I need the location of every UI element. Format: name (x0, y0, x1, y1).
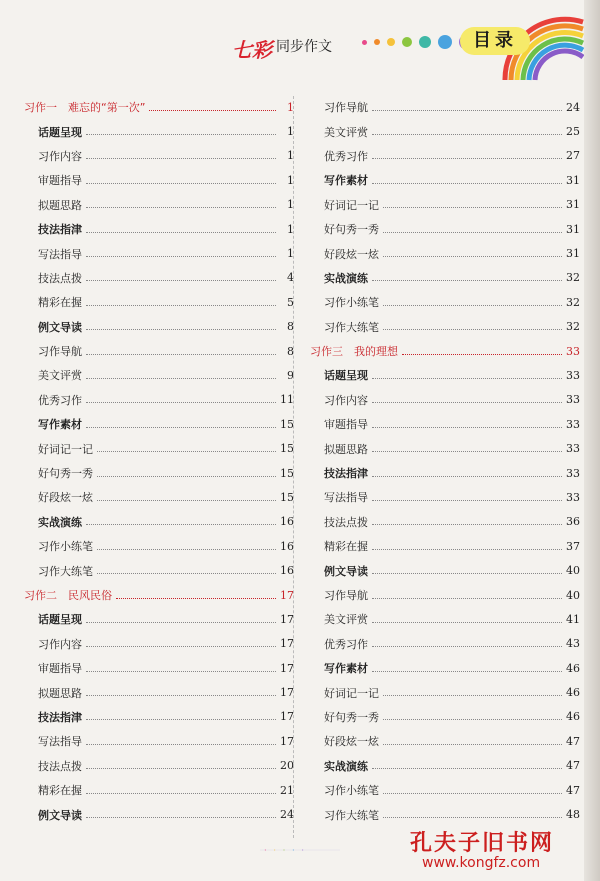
dot-leader (372, 524, 562, 525)
toc-entry (302, 363, 584, 387)
toc-page-number: 1 (287, 125, 294, 139)
toc-entry (302, 119, 584, 143)
toc-page-number: 8 (287, 320, 294, 334)
toc-page-number: 33 (566, 417, 580, 431)
toc-entry-label: 写作素材 (324, 174, 368, 188)
page-edge (584, 0, 600, 881)
table-of-contents-badge: 目录 (460, 27, 530, 55)
toc-entry-label: 话题呈现 (38, 125, 82, 139)
toc-page-number: 31 (566, 198, 580, 212)
toc-entry-label: 习作小练笔 (38, 540, 93, 554)
dot-leader (86, 158, 276, 159)
dot-leader (383, 305, 562, 306)
toc-entry (302, 607, 584, 631)
toc-entry (16, 802, 298, 826)
toc-entry-label: 技法点拨 (38, 271, 82, 285)
dot-leader (372, 549, 562, 550)
dot-leader (86, 427, 276, 428)
toc-page-number: 1 (287, 247, 294, 261)
toc-chapter-entry (16, 583, 298, 607)
toc-entry-label: 习作导航 (38, 345, 82, 359)
dot-leader (86, 695, 276, 696)
toc-page-number: 37 (566, 539, 580, 553)
dot-leader (372, 476, 562, 477)
dot-leader (372, 646, 562, 647)
toc-entry (16, 168, 298, 192)
dot-leader (86, 793, 276, 794)
toc-entry (302, 266, 584, 290)
toc-entry-label: 习作内容 (38, 637, 82, 651)
toc-page-number: 21 (280, 783, 294, 797)
toc-entry-label: 习作导航 (324, 101, 368, 115)
toc-entry (302, 412, 584, 436)
dot-leader (86, 646, 276, 647)
dot-leader (372, 183, 562, 184)
toc-entry-label: 习作二 民风民俗 (24, 589, 112, 602)
toc-page-number: 5 (287, 295, 294, 309)
dot-leader (383, 817, 562, 818)
toc-entry-label: 写法指导 (38, 735, 82, 749)
toc-page-number: 17 (280, 734, 294, 748)
dot-leader (86, 134, 276, 135)
toc-entry (16, 315, 298, 339)
toc-page-number: 15 (280, 442, 294, 456)
toc-page-number: 4 (287, 271, 294, 285)
dot-leader (86, 183, 276, 184)
toc-entry-label: 技法指津 (38, 223, 82, 237)
toc-page-number: 17 (280, 612, 294, 626)
toc-entry-label: 精彩在握 (38, 296, 82, 310)
toc-page-number: 17 (280, 710, 294, 724)
toc-entry-label: 话题呈现 (324, 369, 368, 383)
toc-entry-label: 审题指导 (38, 174, 82, 188)
toc-entry (302, 436, 584, 460)
dot-leader (402, 354, 562, 355)
brand-subtitle: 同步作文 (276, 39, 332, 55)
dot-icon (374, 39, 380, 45)
toc-entry-label: 拟题思路 (38, 686, 82, 700)
dot-leader (383, 232, 562, 233)
toc-entry-label: 实战演练 (324, 759, 368, 773)
toc-entry (302, 193, 584, 217)
dot-leader (86, 378, 276, 379)
toc-page-number: 31 (566, 222, 580, 236)
toc-page-number: 46 (566, 710, 580, 724)
toc-entry (16, 339, 298, 363)
dot-leader (149, 110, 276, 111)
toc-right-column (302, 95, 584, 827)
toc-page-number: 24 (566, 100, 580, 114)
toc-page-number: 17 (280, 637, 294, 651)
toc-entry-label: 好词记一记 (324, 686, 379, 700)
toc-entry-label: 好段炫一炫 (324, 735, 379, 749)
toc-entry-label: 写法指导 (38, 247, 82, 261)
toc-page-number: 17 (280, 686, 294, 700)
dot-leader (97, 500, 276, 501)
toc-entry (302, 632, 584, 656)
toc-page-number: 43 (566, 637, 580, 651)
dot-leader (383, 695, 562, 696)
toc-entry (16, 656, 298, 680)
toc-entry-label: 习作三 我的理想 (310, 345, 398, 359)
toc-page-number: 47 (566, 759, 580, 773)
toc-entry (16, 607, 298, 631)
toc-entry (16, 754, 298, 778)
toc-page-number: 48 (566, 808, 580, 822)
toc-entry-label: 好词记一记 (38, 442, 93, 456)
watermark (410, 826, 600, 871)
dot-leader (383, 744, 562, 745)
toc-entry-label: 美文评赏 (324, 613, 368, 627)
toc-page-number: 31 (566, 247, 580, 261)
toc-page-number: 15 (280, 417, 294, 431)
toc-entry-label: 习作大练笔 (324, 320, 379, 334)
toc-entry (302, 729, 584, 753)
toc-page-number: 17 (280, 588, 294, 602)
dot-leader (86, 622, 276, 623)
toc-page-number: 9 (287, 368, 294, 382)
dot-leader (86, 671, 276, 672)
dot-leader (116, 598, 276, 599)
toc-entry (16, 266, 298, 290)
dot-leader (372, 427, 562, 428)
toc-entry (302, 558, 584, 582)
dot-leader (372, 280, 562, 281)
toc-entry (302, 778, 584, 802)
toc-entry (302, 241, 584, 265)
toc-entry (16, 778, 298, 802)
toc-page-number: 20 (280, 759, 294, 773)
toc-entry-label: 精彩在握 (38, 784, 82, 798)
dot-leader (86, 524, 276, 525)
toc-page-number: 1 (287, 149, 294, 163)
toc-entry (302, 144, 584, 168)
watermark-name: 孔夫子旧书网 (410, 831, 555, 856)
toc-entry-label: 审题指导 (38, 662, 82, 676)
toc-page-number: 46 (566, 686, 580, 700)
toc-entry (302, 680, 584, 704)
toc-entry (16, 144, 298, 168)
dot-leader (372, 402, 562, 403)
toc-entry-label: 习作内容 (38, 149, 82, 163)
dot-leader (86, 817, 276, 818)
toc-page-number: 15 (280, 490, 294, 504)
toc-entry (16, 241, 298, 265)
dot-leader (86, 402, 276, 403)
toc-entry-label: 话题呈现 (38, 613, 82, 627)
toc-page-number: 33 (566, 393, 580, 407)
toc-page-number: 1 (287, 100, 294, 114)
toc-entry-label: 例文导读 (38, 808, 82, 822)
dot-leader (383, 719, 562, 720)
toc-page-number: 33 (566, 442, 580, 456)
toc-entry (16, 461, 298, 485)
dot-leader (86, 744, 276, 745)
toc-entry-label: 美文评赏 (38, 369, 82, 383)
toc-page-number: 41 (566, 612, 580, 626)
dot-leader (372, 598, 562, 599)
toc-entry-label: 好句秀一秀 (324, 223, 379, 237)
dot-leader (86, 305, 276, 306)
dot-leader (97, 573, 276, 574)
toc-page-number: 32 (566, 271, 580, 285)
dot-leader (97, 476, 276, 477)
dot-leader (86, 280, 276, 281)
watermark-url: www.kongfz.com (422, 855, 541, 871)
toc-entry (302, 656, 584, 680)
dot-leader (86, 354, 276, 355)
toc-page-number: 33 (566, 490, 580, 504)
column-divider (293, 96, 294, 838)
dot-leader (86, 207, 276, 208)
dot-leader (372, 500, 562, 501)
toc-entry-label: 习作大练笔 (38, 564, 93, 578)
toc-page-number: 47 (566, 734, 580, 748)
toc-page-number: 25 (566, 125, 580, 139)
toc-entry-label: 例文导读 (38, 320, 82, 334)
toc-page-number: 1 (287, 222, 294, 236)
toc-entry-label: 习作大练笔 (324, 808, 379, 822)
toc-page-number: 8 (287, 344, 294, 358)
toc-entry-label: 美文评赏 (324, 125, 368, 139)
toc-entry-label: 技法指津 (324, 467, 368, 481)
toc-entry-label: 优秀习作 (324, 149, 368, 163)
toc-entry-label: 技法点拨 (38, 759, 82, 773)
dot-leader (97, 549, 276, 550)
toc-entry (302, 485, 584, 509)
toc-entry (302, 754, 584, 778)
dot-leader (372, 622, 562, 623)
toc-page-number: 40 (566, 564, 580, 578)
dot-leader (86, 232, 276, 233)
toc-entry-label: 习作内容 (324, 393, 368, 407)
toc-entry (16, 363, 298, 387)
dot-icon (362, 40, 367, 45)
toc-entry-label: 例文导读 (324, 564, 368, 578)
toc-entry (16, 193, 298, 217)
dot-leader (383, 256, 562, 257)
dot-icon (419, 36, 431, 48)
toc-entry (16, 705, 298, 729)
toc-entry-label: 拟题思路 (38, 198, 82, 212)
toc-page-number: 16 (280, 539, 294, 553)
dot-leader (86, 768, 276, 769)
toc-entry-label: 好句秀一秀 (324, 710, 379, 724)
toc-page-number: 24 (280, 808, 294, 822)
toc-entry (16, 217, 298, 241)
toc-entry (302, 388, 584, 412)
toc-page-number: 40 (566, 588, 580, 602)
toc-entry (16, 558, 298, 582)
dot-leader (372, 768, 562, 769)
toc-entry (16, 534, 298, 558)
toc-page-number: 32 (566, 295, 580, 309)
toc-entry-label: 习作小练笔 (324, 784, 379, 798)
dot-leader (372, 451, 562, 452)
toc-page-number: 47 (566, 783, 580, 797)
toc-entry-label: 精彩在握 (324, 540, 368, 554)
toc-entry-label: 写作素材 (38, 418, 82, 432)
toc-entry-label: 习作小练笔 (324, 296, 379, 310)
toc-entry (302, 315, 584, 339)
dot-leader (372, 573, 562, 574)
toc-entry (16, 510, 298, 534)
toc-page-number: 16 (280, 564, 294, 578)
brand-logo: 七彩 (232, 38, 272, 62)
toc-entry-label: 技法点拨 (324, 515, 368, 529)
toc-entry-label: 好句秀一秀 (38, 467, 93, 481)
toc-page-number: 46 (566, 661, 580, 675)
toc-page-number: 33 (566, 368, 580, 382)
toc-page-number: 36 (566, 515, 580, 529)
dot-leader (372, 110, 562, 111)
toc-entry-label: 拟题思路 (324, 442, 368, 456)
toc-entry (16, 412, 298, 436)
toc-entry (16, 436, 298, 460)
toc-entry-label: 好词记一记 (324, 198, 379, 212)
toc-entry (302, 461, 584, 485)
toc-entry (302, 168, 584, 192)
toc-entry-label: 好段炫一炫 (324, 247, 379, 261)
toc-entry (302, 583, 584, 607)
toc-entry (302, 95, 584, 119)
toc-page-number: 16 (280, 515, 294, 529)
page-header (0, 0, 600, 95)
toc-page-number: 33 (566, 466, 580, 480)
dot-icon (402, 37, 412, 47)
dot-leader (372, 378, 562, 379)
toc-entry (16, 119, 298, 143)
toc-left-column (16, 95, 298, 827)
toc-chapter-entry (302, 339, 584, 363)
toc-entry (302, 802, 584, 826)
toc-entry-label: 写作素材 (324, 662, 368, 676)
toc-entry (16, 680, 298, 704)
toc-entry (302, 705, 584, 729)
dot-leader (372, 134, 562, 135)
toc-entry-label: 习作一 难忘的“第一次” (24, 101, 146, 115)
dot-leader (86, 329, 276, 330)
toc-page-number: 17 (280, 661, 294, 675)
toc-entry (302, 510, 584, 534)
toc-page-number: 11 (280, 393, 294, 407)
toc-entry (302, 217, 584, 241)
toc-entry (16, 729, 298, 753)
dot-leader (383, 207, 562, 208)
dot-leader (97, 451, 276, 452)
toc-entry (16, 290, 298, 314)
dot-leader (86, 256, 276, 257)
toc-entry-label: 优秀习作 (324, 637, 368, 651)
toc-page-number: 1 (287, 173, 294, 187)
toc-entry-label: 写法指导 (324, 491, 368, 505)
dot-leader (372, 158, 562, 159)
toc-entry-label: 实战演练 (38, 515, 82, 529)
toc-page-number: 1 (287, 198, 294, 212)
toc-entry-label: 技法指津 (38, 710, 82, 724)
toc-entry (302, 534, 584, 558)
dot-icon (387, 38, 395, 46)
toc-page-number: 32 (566, 320, 580, 334)
toc-entry-label: 好段炫一炫 (38, 491, 93, 505)
toc-chapter-entry (16, 95, 298, 119)
toc-entry-label: 审题指导 (324, 418, 368, 432)
toc-entry-label: 优秀习作 (38, 393, 82, 407)
toc-entry (16, 485, 298, 509)
toc-entry (16, 388, 298, 412)
toc-page-number: 31 (566, 173, 580, 187)
dot-leader (372, 671, 562, 672)
dot-leader (383, 329, 562, 330)
dot-leader (383, 793, 562, 794)
toc-entry (16, 632, 298, 656)
toc-page-number: 27 (566, 149, 580, 163)
toc-entry-label: 实战演练 (324, 271, 368, 285)
toc-entry-label: 习作导航 (324, 589, 368, 602)
dot-leader (86, 719, 276, 720)
toc-page-number: 33 (566, 344, 580, 358)
toc-page-number: 15 (280, 466, 294, 480)
toc-entry (302, 290, 584, 314)
dot-icon (438, 35, 452, 49)
